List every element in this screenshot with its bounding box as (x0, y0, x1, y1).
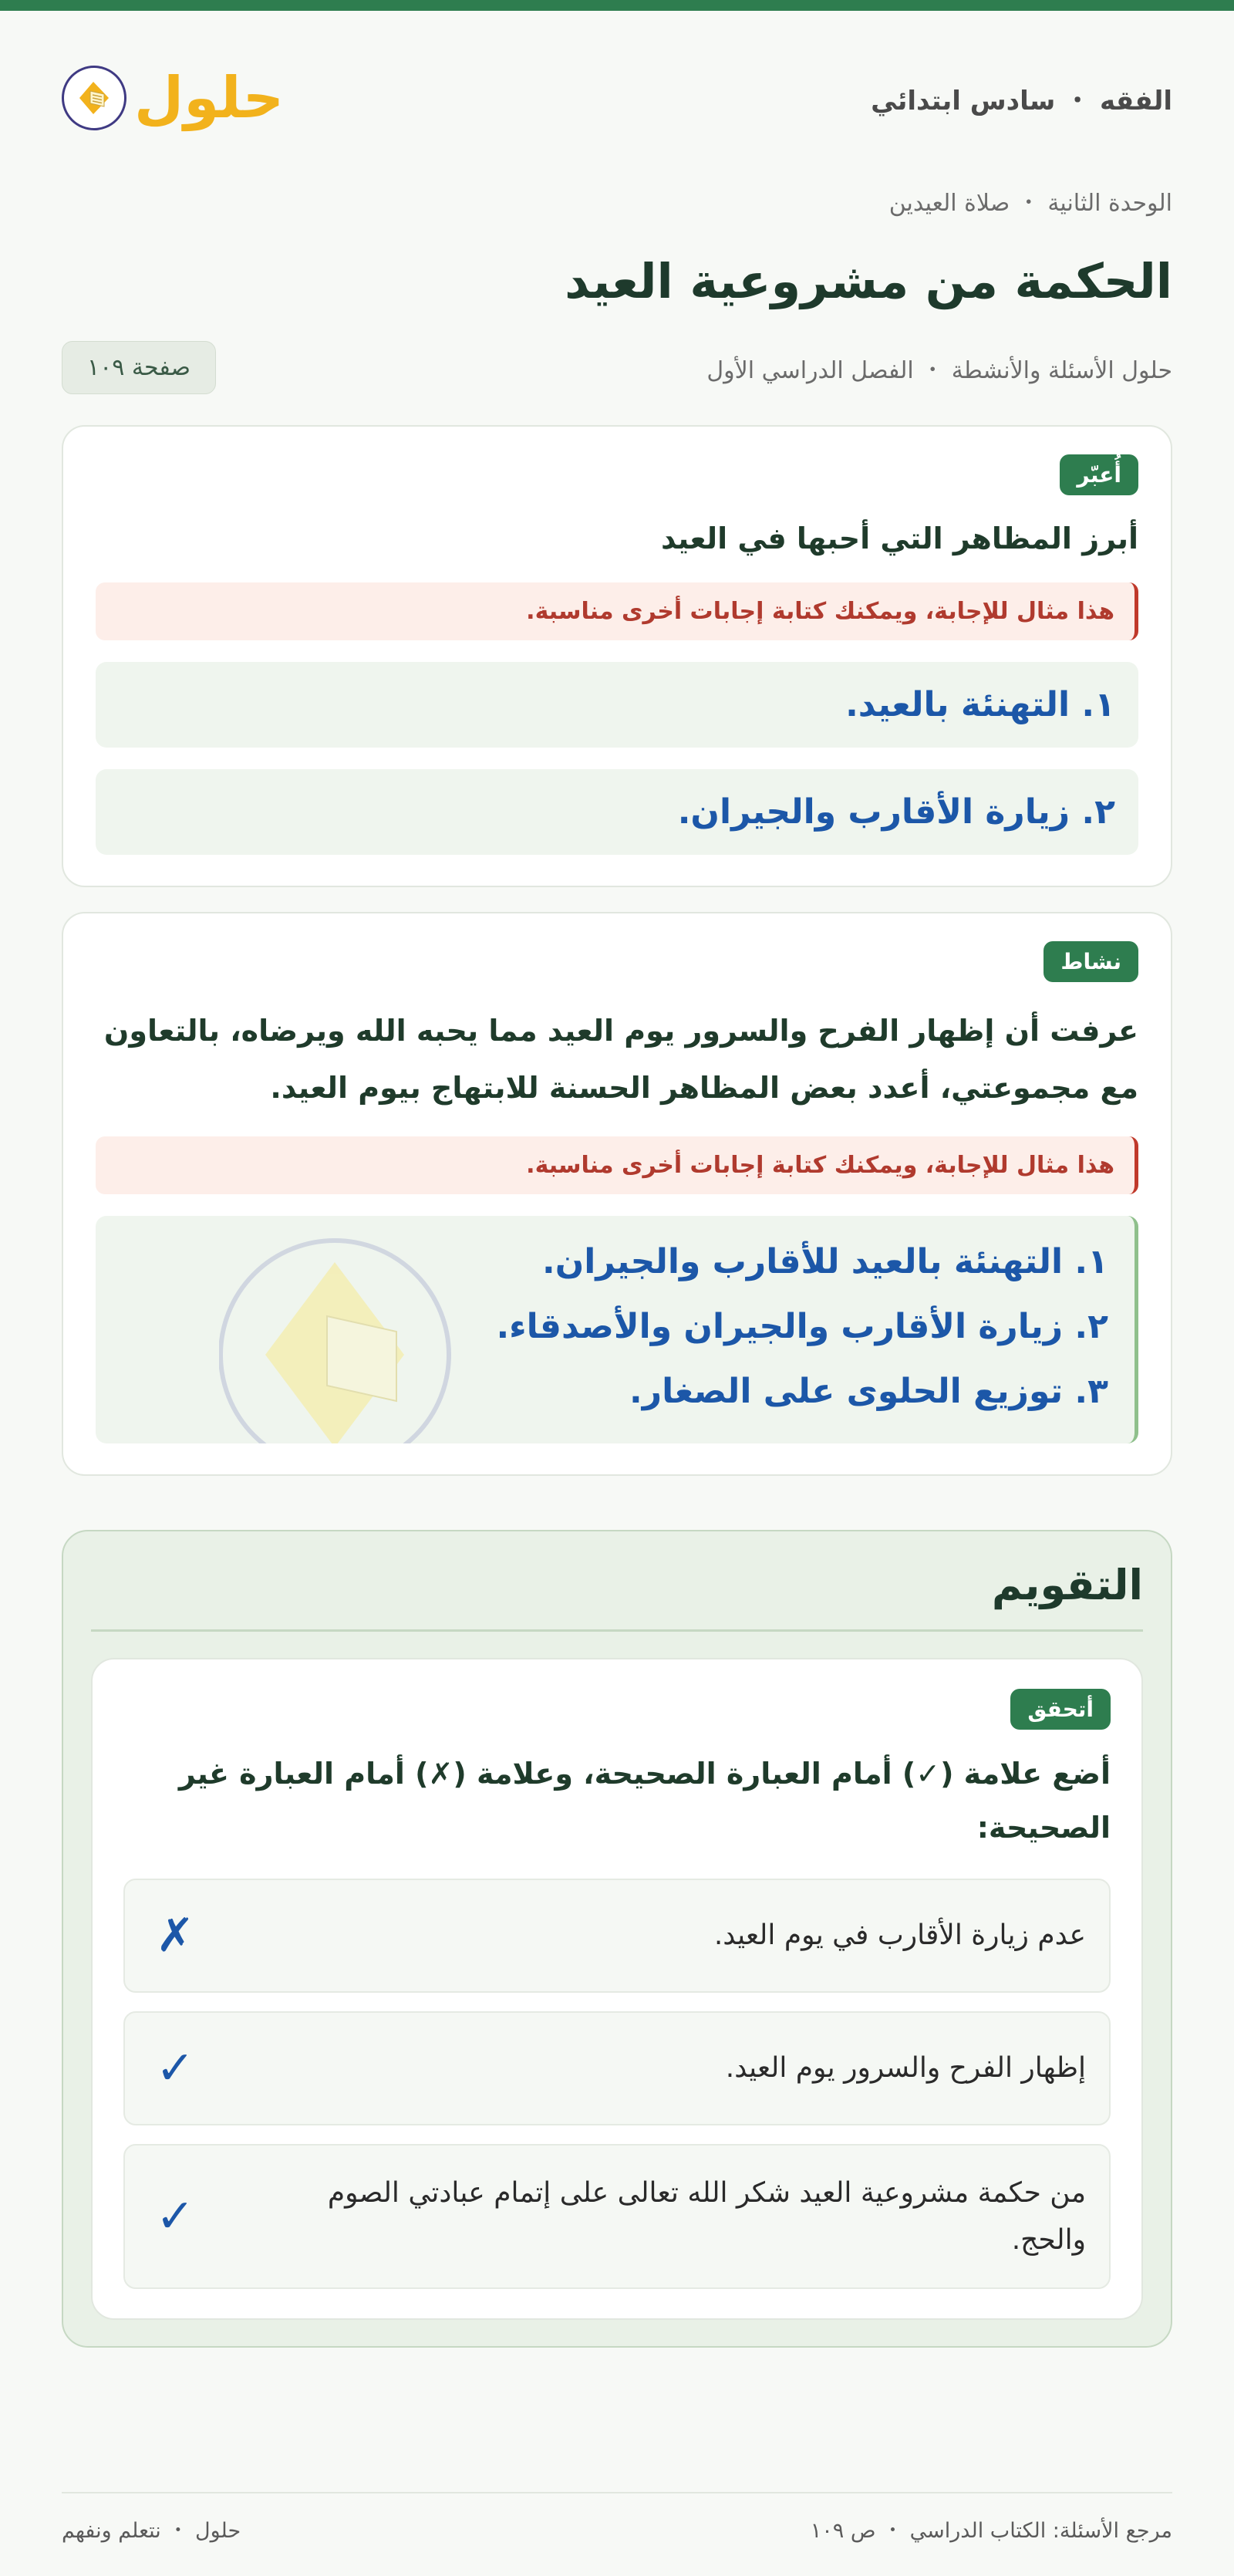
question-card-activity (62, 912, 1172, 1476)
check-mark-icon: ✓ (156, 2041, 195, 2095)
breadcrumb[interactable]: الوحدة الثانية ・ صلاة العيدين (888, 190, 1172, 217)
logo-text: حلول (134, 65, 285, 131)
example-note: هذا مثال للإجابة، ويمكنك كتابة إجابات أخرى مناسبة. (96, 582, 1138, 640)
question-tag: أُعبّر (1060, 454, 1138, 495)
question-tag: أتحقق (1010, 1689, 1111, 1730)
footer (62, 2492, 1172, 2544)
answer-list (96, 1216, 1138, 1443)
statement-row (123, 1879, 1111, 1993)
answer-item: ٢. زيارة الأقارب والجيران. (96, 769, 1138, 855)
evaluation-card (91, 1658, 1143, 2320)
question-text: عرفت أن إظهار الفرح والسرور يوم العيد مما يحبه الله ويرضاه، بالتعاون مع مجموعتي، أعدد بعض المظاهر الحسنة للابتهاج بيوم العيد. (103, 1014, 1138, 1106)
page-description: حلول الأسئلة والأنشطة ・ الفصل الدراسي الأول (706, 356, 1172, 384)
page (0, 11, 1234, 2348)
statement-text: من حكمة مشروعية العيد شكر الله تعالى على إتمام عبادتي الصوم والحج. (327, 2176, 1086, 2256)
header (62, 11, 1172, 185)
logo[interactable] (62, 66, 284, 130)
question-card-express (62, 425, 1172, 887)
evaluation-instruction: أضع علامة (✓) أمام العبارة الصحيحة، وعلامة (✗) أمام العبارة غير الصحيحة: (178, 1757, 1111, 1845)
question-tag: نشاط (1044, 941, 1138, 982)
book-logo-icon (62, 66, 126, 130)
page-number-badge: صفحة ١٠٩ (62, 341, 216, 394)
example-note: هذا مثال للإجابة، ويمكنك كتابة إجابات أخرى مناسبة. (96, 1136, 1138, 1194)
evaluation-section (62, 1530, 1172, 2348)
answer-item: ٢. زيارة الأقارب والجيران والأصدقاء. (496, 1306, 1108, 1346)
top-accent-bar (0, 0, 1234, 11)
statement-row (123, 2144, 1111, 2289)
footer-reference: مرجع الأسئلة: الكتاب الدراسي ・ ص ١٠٩ (810, 2519, 1172, 2543)
meta-row (62, 341, 1172, 394)
check-mark-icon: ✓ (156, 2189, 195, 2243)
statement-text: عدم زيارة الأقارب في يوم العيد. (713, 1919, 1086, 1952)
subject-label: الفقه ・ سادس ابتدائي (871, 85, 1172, 116)
footer-brand[interactable]: حلول ・ نتعلم ونفهم (62, 2519, 241, 2543)
page-title: الحكمة من مشروعية العيد (565, 253, 1172, 309)
statement-text: إظهار الفرح والسرور يوم العيد. (725, 2052, 1086, 2085)
answer-item: ٣. توزيع الحلوى على الصغار. (629, 1371, 1108, 1411)
answer-item: ١. التهنئة بالعيد. (96, 662, 1138, 748)
statement-row (123, 2011, 1111, 2125)
question-text: أبرز المظاهر التي أحبها في العيد (660, 522, 1138, 556)
answer-item: ١. التهنئة بالعيد للأقارب والجيران. (542, 1242, 1108, 1282)
evaluation-title: التقويم (91, 1561, 1143, 1632)
cross-mark-icon: ✗ (156, 1908, 195, 1963)
